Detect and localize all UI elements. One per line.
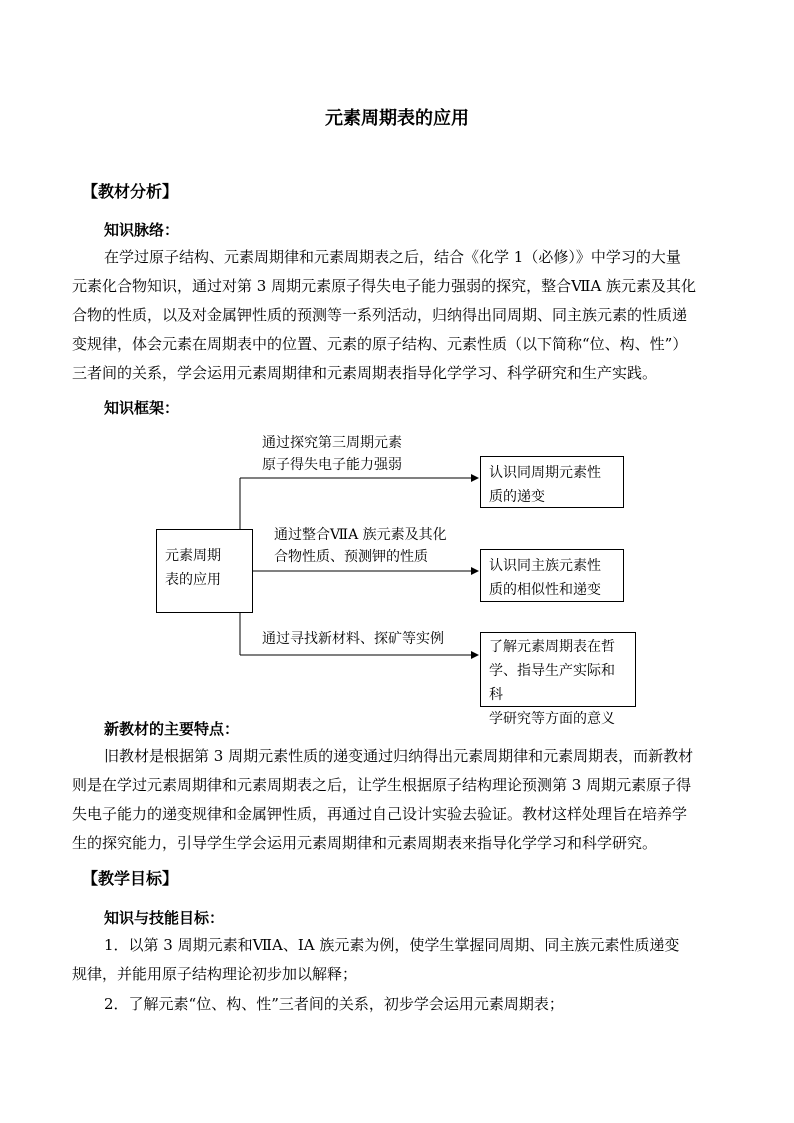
subheading-knowledge-framework: 知识框架： (104, 399, 180, 417)
goal-line: 规律，并能用原子结构理论初步加以解释； (72, 965, 358, 983)
branch-label-line: 通过探究第三周期元素 (262, 435, 402, 451)
branch-label-line: 通过寻找新材料、探矿等实例 (262, 631, 444, 647)
box-line: 质的递变 (489, 489, 545, 505)
paragraph-line: 在学过原子结构、元素周期律和元素周期表之后，结合《化学 1（必修）》中学习的大量 (104, 248, 681, 266)
diagram-box-3 (480, 632, 636, 727)
goal-line: 2．了解元素“位、构、性”三者间的关系，初步学会运用元素周期表； (104, 995, 564, 1013)
center-box-line: 元素周期 (165, 548, 221, 564)
diagram-box-1 (480, 456, 624, 508)
box-line: 质的相似性和递变 (489, 582, 601, 598)
paragraph-line: 变规律，体会元素在周期表中的位置、元素的原子结构、元素性质（以下简称“位、构、性”） (72, 335, 688, 353)
branch-label-3 (262, 628, 444, 650)
branch-label-line: 通过整合ⅦA 族元素及其化 (274, 527, 447, 543)
section-heading-teaching-goals: 【教学目标】 (82, 869, 179, 888)
subheading-new-textbook-features: 新教材的主要特点： (104, 720, 240, 738)
box-line: 学研究等方面的意义 (489, 711, 615, 727)
box-line: 学、指导生产实际和科 (489, 663, 615, 703)
box-line: 认识同周期元素性 (489, 465, 601, 481)
subheading-knowledge-skill-goals: 知识与技能目标： (104, 909, 225, 927)
section-heading-analysis: 【教材分析】 (82, 182, 179, 201)
branch-label-2 (274, 524, 447, 568)
paragraph-line: 元素化合物知识，通过对第 3 周期元素原子得失电子能力强弱的探究，整合ⅦA 族元素及其化 (72, 277, 697, 295)
diagram-box-2 (480, 549, 624, 602)
box-line: 了解元素周期表在哲 (489, 639, 615, 655)
diagram-center-box (156, 529, 253, 613)
box-line: 认识同主族元素性 (489, 558, 601, 574)
paragraph-line: 旧教材是根据第 3 周期元素性质的递变通过归纳得出元素周期律和元素周期表，而新教材 (104, 747, 694, 765)
paragraph-line: 则是在学过元素周期律和元素周期表之后，让学生根据原子结构理论预测第 3 周期元素原子得 (72, 776, 692, 794)
paragraph-line: 失电子能力的递变规律和金属钾性质，再通过自己设计实验去验证。教材这样处理旨在培养学 (72, 805, 688, 823)
center-box-line: 表的应用 (165, 572, 221, 588)
page-title: 元素周期表的应用 (325, 108, 469, 129)
paragraph-line: 合物的性质，以及对金属钾性质的预测等一系列活动，归纳得出同周期、同主族元素的性质递 (72, 306, 688, 324)
paragraph-line: 生的探究能力，引导学生学会运用元素周期律和元素周期表来指导化学学习和科学研究。 (72, 834, 658, 852)
subheading-knowledge-context: 知识脉络： (104, 221, 180, 239)
branch-label-1 (262, 432, 402, 476)
branch-label-line: 原子得失电子能力强弱 (262, 457, 402, 473)
paragraph-line: 三者间的关系，学会运用元素周期律和元素周期表指导化学学习、科学研究和生产实践。 (72, 364, 658, 382)
goal-line: 1．以第 3 周期元素和ⅦA、ⅠA 族元素为例，使学生掌握同周期、同主族元素性质递变 (104, 936, 680, 954)
branch-label-line: 合物性质、预测钾的性质 (274, 549, 428, 565)
